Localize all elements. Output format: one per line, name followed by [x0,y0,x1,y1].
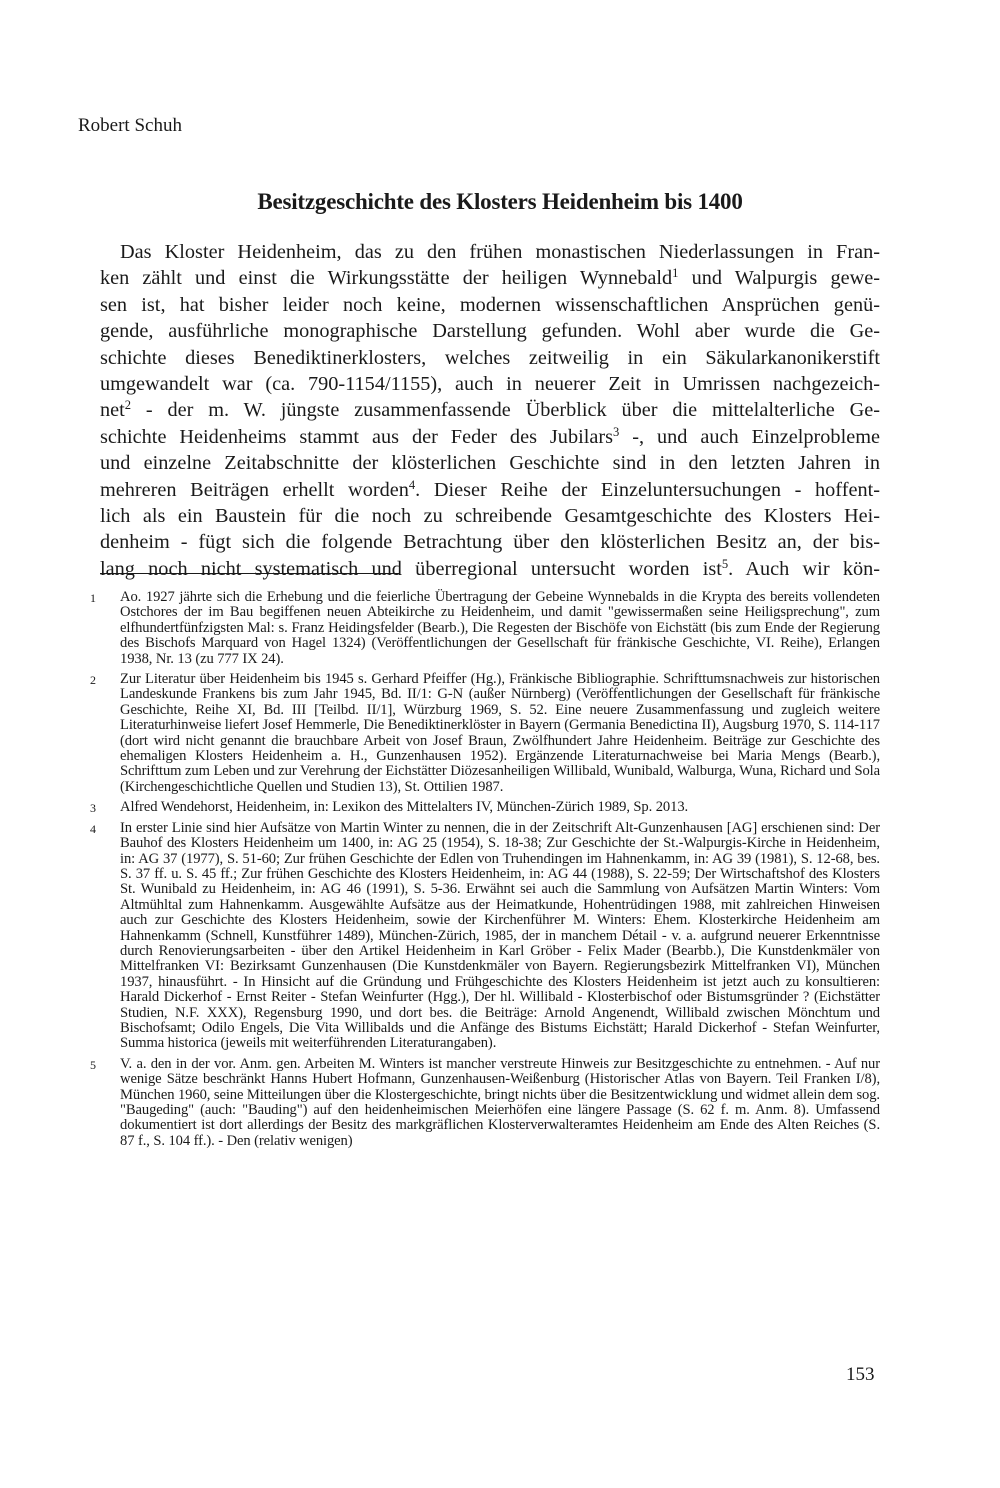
body-line [100,318,880,344]
footnote-separator [100,573,400,574]
body-line [100,397,880,423]
body-text-span: net [100,399,125,422]
footnote-number: 4 [90,821,96,836]
footnote-text: V. a. den in der vor. Anm. gen. Arbeiten M. Winters ist mancher verstreute Hinweis zur Besitzgeschichte zu entnehmen. - Auf nur wenige Sätze beschränkt Hanns Hubert Hofmann, Gunzenhausen-Weißenburg (Historischer Atlas von Bayern. Teil Franken I/8), München 1960, seine Mitteilungen über die Klostergeschichte, bringt nichts über die Besitzentwicklung und widmet allein dem sog. "Baugeding" (auch: "Bauding") auf den heidenheimischen Meierhöfen eine längere Passage (S. 62 f. m. Anm. 8). Umfassend dokumentiert ist dort allerdings der Besitz des markgräflichen Klosterverwalteramtes Heidenheim am Ende des Alten Reiches (S. 87 f., S. 104 ff.). - Den (relativ wenigen) [120,1055,880,1149]
body-line [100,450,880,476]
footnote [90,672,880,795]
body-line [100,556,880,582]
footnote-text: Alfred Wendehorst, Heidenheim, in: Lexikon des Mittelalters IV, München-Zürich 1989, Sp. 2013. [120,799,689,816]
body-text-span: ken zählt und einst die Wirkungsstätte der heiligen Wynnebald [100,267,673,290]
body-line [100,371,880,397]
footnote-marker: 4 [408,477,416,492]
footnote-number: 2 [90,673,96,688]
body-text-span: und einzelne Zeitabschnitte der klösterlichen Geschichte sind in den letzten Jahren in [100,452,880,475]
body-line [100,529,880,555]
body-text-span: mehreren Beiträgen erhellt worden [100,478,409,501]
footnote-text: Zur Literatur über Heidenheim bis 1945 s. Gerhard Pfeiffer (Hg.), Fränkische Bibliographie. Schrifttumsnachweis zur historischen Landeskunde Frankens bis zum Jahr 1945, Bd. II/1: G-N (außer Nürnberg) (Veröffentlichungen der Gesellschaft für fränkische Geschichte, Reihe XI, Bd. III [Teilbd. II/1], Würzburg 1969, S. 52. Eine neuere Zusammenfassung und zugleich weitere Literaturhinweise liefert Josef Hemmerle, Die Benediktinerklöster in Bayern (Germania Benedictina II), Augsburg 1970, S. 114-117 (dort wird nicht genannt die brauchbare Arbeit von Josef Braun, Zwölfhundert Jahre Heidenheim. Beiträge zur Geschichte des ehemaligen Klosters Heidenheim a. H., Gunzenhausen 1952). Ergänzende Literaturnachweise bei Maria Mengs (Bearb.), Schrifttum zum Leben und zur Verehrung der Eichstätter Diözesanheiligen Willibald, Wunibald, Walburga, Wuna, Richard und Sola (Kirchengeschichtliche Quellen und Studien 13), St. Ottilien 1987. [120,671,880,795]
body-text-span: lang noch nicht systematisch und überregional untersucht worden ist [100,557,722,580]
author-name: Robert Schuh [78,115,182,136]
body-text-span: Das Kloster Heidenheim, das zu den frühen monastischen Niederlassungen in Fran- [120,241,880,263]
body-text-span: umgewandelt war (ca. 790-1154/1155), auch in neuerer Zeit in Umrissen nachgezeich- [100,372,880,395]
body-text-span: schichte Heidenheims stammt aus der Feder des Jubilars [100,425,613,448]
body-line [100,265,880,291]
body-line [100,345,880,371]
body-line [100,424,880,450]
footnote-marker: 2 [124,398,132,413]
body-text-span: gende, ausführliche monographische Darstellung gefunden. Wohl aber wurde die Ge- [100,320,880,343]
body-text-span: . Auch wir kön- [728,557,880,580]
footnote-number: 5 [90,1057,96,1072]
body-text-span: schichte dieses Benediktinerklosters, welches zeitweilig in ein Säkularkanonikerstift [100,346,880,369]
footnote [90,1057,880,1149]
body-line [100,503,880,529]
article-title: Besitzgeschichte des Klosters Heidenheim bis 1400 [257,189,743,214]
footnote [90,821,880,1052]
body-paragraph [100,239,880,582]
body-text-span: denheim - fügt sich die folgende Betrachtung über den klösterlichen Besitz an, der bis- [100,531,880,554]
footnote-text: In erster Linie sind hier Aufsätze von Martin Winter zu nennen, die in der Zeitschrift Alt-Gunzenhausen [AG] erschienen sind: Der Bauhof des Klosters Heidenheim um 1400, in: AG 25 (1954), S. 18-38; Zur Geschichte der St.-Walpurgis-Kirche in Heidenheim, in: AG 37 (1977), S. 51-60; Zur frühen Geschichte der Edlen von Truhendingen im Hahnenkamm, in: AG 39 (1981), S. 12-68, bes. S. 37 ff. u. S. 45 ff.; Zur frühen Geschichte des Klosters Heidenheim, in: AG 44 (1988), S. 22-59; Der Wirtschaftshof des Klosters St. Wunibald zu Heidenheim, in: AG 46 (1991), S. 5-36. Erwähnt sei auch die Sammlung von Aufsätzen Martin Winters: Vom Altmühltal zum Hahnenkamm. Ausgewählte Aufsätze aus der Heimatkunde, Hohentrüdingen 1988, mit zahlreichen Hinweisen auch zur Geschichte des Klosters Heidenheim, sowie der Kirchenführer M. Winters: Ehem. Klosterkirche Heidenheim am Hahnenkamm (Schnell, Kunstführer 1489), München-Zürich, 1985, der in manchem Détail - v. a. aufgrund neuerer Erkenntnisse durch Renovierungsarbeiten - über den Artikel Heidenheim in Karl Gröber - Felix Mader (Bearbb.), Die Kunstdenkmäler von Mittelfranken VI: Bezirksamt Gunzenhausen (Die Kunstdenkmäler von Bayern. Regierungsbezirk Mittelfranken VI), München 1937, hinausführt. - In Hinsicht auf die Gründung und Frühgeschichte des Klosters Heidenheim ist jetzt auch zu konsultieren: Harald Dickerhof - Ernst Reiter - Stefan Weinfurter (Hgg.), Der hl. Willibald - Klosterbischof oder Bistumsgründer ? (Eichstätter Studien, N.F. XXX), Regensburg 1990, und dort bes. die Beiträge: Arnold Angenendt, Willibald zwischen Mönchtum und Bischofsamt; Odilo Engels, Die Vita Willibalds und die Anfänge des Bistums Eichstätt; Harald Dickerhof - Stefan Weinfurter, Summa historica (jeweils mit weiterführenden Literaturangaben). [120,819,880,1052]
footnote [90,800,880,815]
footnote [90,590,880,667]
body-text-span: sen ist, hat bisher leider noch keine, modernen wissenschaftlichen Ansprüchen genü- [100,293,880,316]
body-text-span: - der m. W. jüngste zusammenfassende Überblick über die mittelalterliche Ge- [131,399,880,422]
body-line [100,239,880,265]
body-text-span: und Walpurgis gewe- [678,267,880,290]
footnote-text: Ao. 1927 jährte sich die Erhebung und die feierliche Übertragung der Gebeine Wynnebalds in die Krypta des bereits vollendeten Ostchores der im Bau begiffenen neuen Abteikirche zu Heidenheim, und damit "gewissermaßen seine Heiligsprechung", zum elfhundertfünfzigsten Mal: s. Franz Heidingsfelder (Bearb.), Die Regesten der Bischöfe von Eichstätt (bis zum Ende der Regierung des Bischofs Marquard von Hagel 1324) (Veröffentlichungen der Gesellschaft für fränkische Geschichte, VI. Reihe), Erlangen 1938, Nr. 13 (zu 777 IX 24). [120,589,880,667]
footnote-marker: 3 [613,424,620,439]
footnotes [90,590,880,1154]
body-line [100,292,880,318]
body-line [100,477,880,503]
body-text-span: lich als ein Baustein für die noch zu schreibende Gesamtgeschichte des Klosters Hei- [100,504,880,527]
footnote-marker: 1 [672,266,679,281]
footnote-number: 1 [90,591,96,605]
body-text-span: -, und auch Einzelprobleme [619,425,880,448]
page-number: 153 [846,1364,875,1385]
footnote-marker: 5 [721,556,729,571]
footnote-number: 3 [90,801,96,816]
body-text-span: . Dieser Reihe der Einzeluntersuchungen - hoffent- [415,478,880,501]
